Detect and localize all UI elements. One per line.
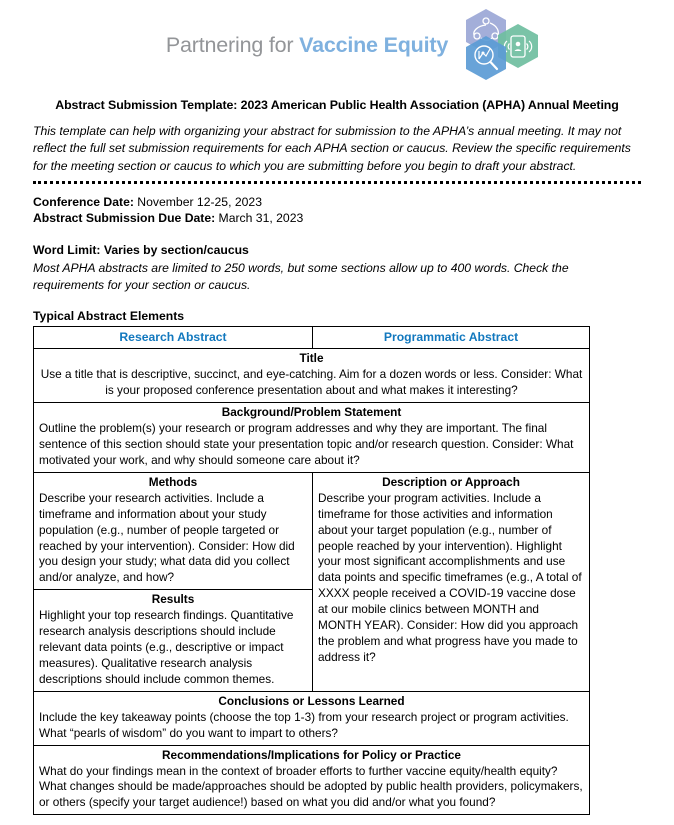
row-body: Highlight your top research findings. Quantitative research analysis descriptions should include relevant data points (e.g., descriptive or impact measures). Qualitative research analysis descriptions should include common themes.: [39, 608, 294, 686]
page-title: Abstract Submission Template: 2023 American Public Health Association (APHA) Annual Meeting: [55, 98, 619, 112]
word-limit-note: Most APHA abstracts are limited to 250 words, but some sections allow up to 400 words. Check the requirements for your section or caucus.: [33, 261, 569, 293]
row-body: Use a title that is descriptive, succinct, and eye-catching. Aim for a dozen words or less. Consider: What is your proposed conference presentation about and what makes it interesting?: [40, 367, 583, 398]
row-heading: Methods: [148, 474, 198, 489]
typical-abstract-elements-table: [33, 326, 590, 815]
row-heading: Recommendations/Implications for Policy or Practice: [162, 747, 461, 762]
conference-date-value: November 12-25, 2023: [133, 194, 262, 209]
logo-text-partnering-for: Partnering for: [165, 32, 300, 57]
due-date-value: March 31, 2023: [215, 211, 304, 226]
row-heading: Title: [299, 351, 324, 366]
row-body: Outline the problem(s) your research or program addresses and why they are important. The final sentence of this section should state your presentation topic and/or research question. Consider: What motivated your work, and why should someone care about it?: [39, 421, 574, 467]
word-limit-heading: Word Limit: Varies by section/caucus: [33, 243, 249, 258]
row-methods-cell: [34, 472, 313, 589]
conference-date-label: Conference Date:: [33, 194, 134, 209]
due-date-label: Abstract Submission Due Date:: [33, 211, 216, 226]
row-body: Describe your research activities. Include a timeframe and information about your study population (e.g., number of people targeted or reached by your intervention). Consider: How did you design your study; what data did you collect and/or analyze, and how?: [39, 490, 295, 585]
logo-wordmark: [166, 33, 448, 58]
word-limit-block: [33, 242, 641, 293]
table-row: [34, 745, 590, 815]
row-heading: Description or Approach: [382, 474, 520, 489]
dotted-divider: [33, 181, 641, 184]
row-description-approach-cell: [313, 472, 590, 691]
row-title-cell: [34, 349, 590, 403]
table-caption: Typical Abstract Elements: [33, 308, 185, 323]
logo-band: [33, 0, 641, 90]
logo-hexagon-mark: [460, 7, 544, 83]
column-header-research-abstract: Research Abstract: [34, 326, 313, 348]
table-row: [34, 349, 590, 403]
row-background-cell: [34, 403, 590, 473]
partnering-for-vaccine-equity-logo: [166, 7, 544, 83]
row-heading: Background/Problem Statement: [221, 405, 402, 420]
logo-text-vaccine-equity: Vaccine Equity: [299, 32, 449, 57]
row-recommendations-cell: [34, 745, 590, 815]
row-conclusions-cell: [34, 691, 590, 745]
table-row: [34, 472, 590, 589]
row-body: Include the key takeaway points (choose the top 1-3) from your research project or program activities. What “pearls of wisdom” do you want to impart to others?: [39, 709, 569, 740]
intro-paragraph: This template can help with organizing your abstract for submission to the APHA’s annual meeting. It may not reflect the full set submission requirements for each APHA section or caucus. Review the specific requirements for the meeting section or caucus to which you are submitting before you begin to draft your abstract.: [33, 124, 631, 173]
row-body: Describe your program activities. Include a timeframe for those activities and information about your target population (e.g., number of people reached by your intervention). Highlight your most significant accomplishments and use data points and specific timeframes (e.g., A total of XXXX people received a COVID-19 vaccine dose at our mobile clinics between MONTH and MONTH YEAR). Consider: How did you approach the problem and what progress have you made to address it?: [318, 490, 582, 664]
row-heading: Conclusions or Lessons Learned: [218, 693, 405, 708]
table-row: [34, 403, 590, 473]
due-date-line: [33, 210, 641, 226]
table-row: [34, 691, 590, 745]
conference-date-line: [33, 194, 641, 210]
row-heading: Results: [151, 592, 195, 607]
row-body: What do your findings mean in the context of broader efforts to further vaccine equity/health equity? What changes should be made/approaches should be adopted by public health providers, policymakers, or others (specify your target audience!) based on what you did and/or what you found?: [39, 763, 583, 810]
column-header-programmatic-abstract: Programmatic Abstract: [313, 326, 590, 348]
meta-dates: [33, 194, 641, 226]
row-results-cell: [34, 590, 313, 692]
table-header-row: [34, 326, 590, 348]
